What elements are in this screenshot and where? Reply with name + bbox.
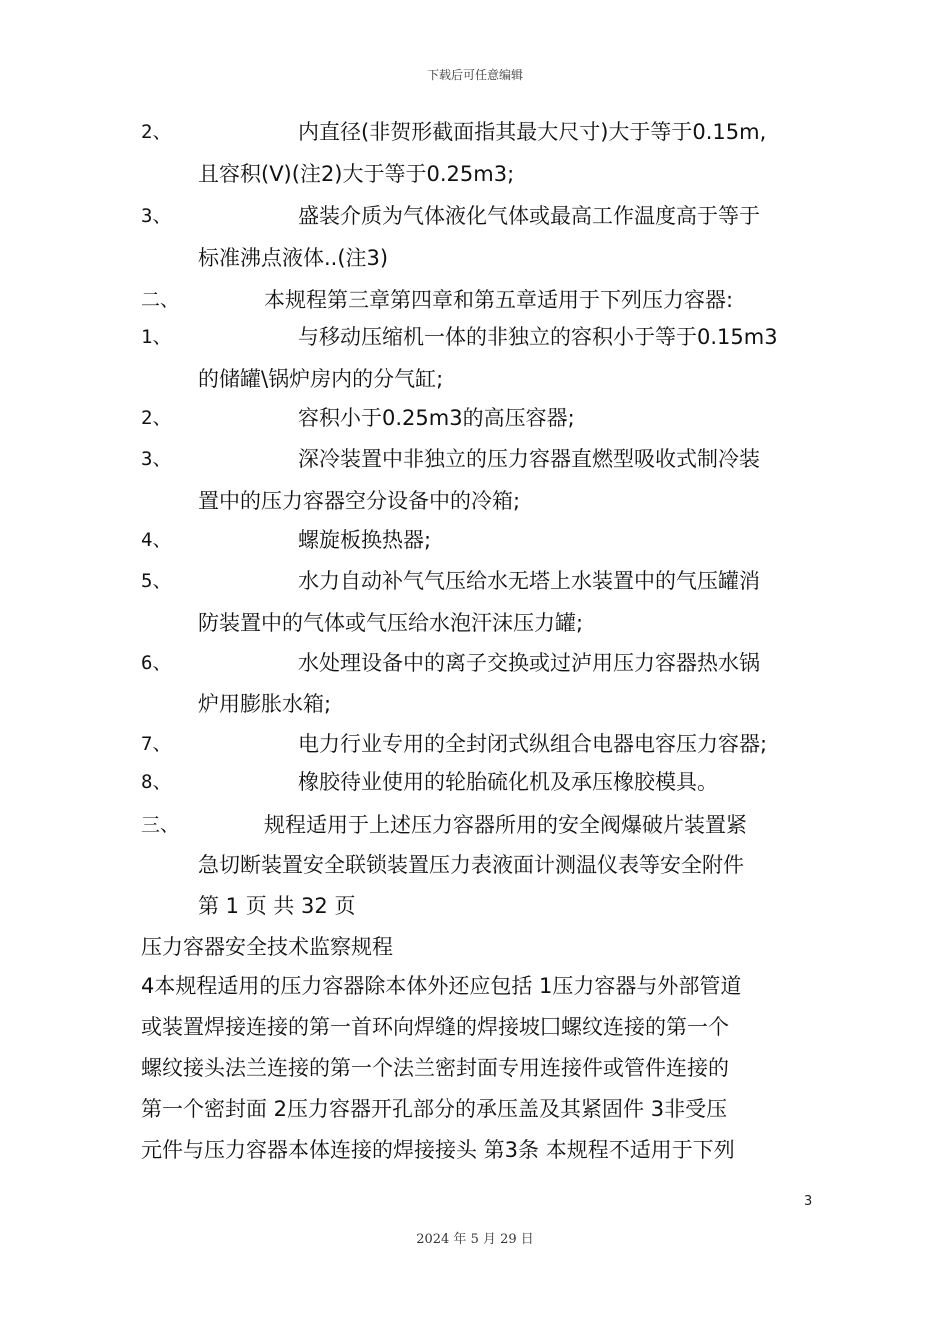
- item-text: 容积小于0.25m3的高压容器;: [298, 406, 575, 430]
- item-number: 1、: [141, 326, 172, 348]
- page-header: 下载后可任意编辑: [426, 68, 523, 82]
- item-text: 电力行业专用的全封闭式纵组合电器电容压力容器;: [298, 732, 768, 756]
- item-number: 4、: [141, 529, 172, 551]
- page-number: 3: [804, 1194, 813, 1209]
- page-footer-date: 2024 年 5 月 29 日: [416, 1232, 534, 1247]
- item-number: 6、: [141, 652, 172, 674]
- item-text: 深冷装置中非独立的压力容器直燃型吸收式制冷装: [298, 447, 760, 471]
- item-text: 螺旋板换热器;: [298, 528, 432, 552]
- item-text-continued: 且容积(V)(注2)大于等于0.25m3;: [198, 162, 515, 186]
- item-number: 8、: [141, 771, 172, 793]
- item-text: 水处理设备中的离子交换或过泸用压力容器热水锅: [298, 651, 760, 675]
- section-number: 二、: [141, 289, 180, 311]
- item-text: 与移动压缩机一体的非独立的容积小于等于0.15m3: [298, 325, 778, 349]
- paragraph-text: 螺纹接头法兰连接的第一个法兰密封面专用连接件或管件连接的: [141, 1056, 729, 1080]
- paragraph-text: 第一个密封面 2压力容器开孔部分的承压盖及其紧固件 3非受压: [141, 1097, 728, 1121]
- item-text: 橡胶待业使用的轮胎硫化机及承压橡胶模具。: [298, 770, 718, 794]
- item-text-continued: 的储罐\锅炉房内的分气缸;: [198, 367, 444, 391]
- page-count-text: 第 1 页 共 32 页: [198, 894, 356, 918]
- item-number: 3、: [141, 448, 172, 470]
- paragraph-text: 元件与压力容器本体连接的焊接接头 第3条 本规程不适用于下列: [141, 1138, 735, 1162]
- item-text-continued: 标准沸点液体..(注3): [198, 246, 389, 270]
- item-number: 2、: [141, 407, 172, 429]
- item-number: 2、: [141, 121, 172, 143]
- item-text-continued: 置中的压力容器空分设备中的冷箱;: [198, 489, 521, 513]
- item-text: 盛装介质为气体液化气体或最高工作温度高于等于: [298, 204, 760, 228]
- item-text-continued: 防装置中的气体或气压给水泡汗沫压力罐;: [198, 611, 584, 635]
- item-number: 5、: [141, 570, 172, 592]
- item-text-continued: 炉用膨胀水箱;: [198, 692, 332, 716]
- item-text: 水力自动补气气压给水无塔上水装置中的气压罐消: [298, 569, 760, 593]
- paragraph-text: 4本规程适用的压力容器除本体外还应包括 1压力容器与外部管道: [141, 974, 742, 998]
- paragraph-text: 或装置焊接连接的第一首环向焊缝的焊接坡囗螺纹连接的第一个: [141, 1015, 729, 1039]
- section-text-continued: 急切断装置安全联锁装置压力表液面计测温仪表等安全附件: [198, 853, 744, 877]
- item-number: 3、: [141, 205, 172, 227]
- item-number: 7、: [141, 733, 172, 755]
- item-text: 内直径(非贺形截面指其最大尺寸)大于等于0.15m,: [298, 120, 767, 144]
- document-title-text: 压力容器安全技术监察规程: [141, 935, 393, 959]
- section-text: 规程适用于上述压力容器所用的安全阀爆破片装置紧: [264, 813, 747, 837]
- section-number: 三、: [141, 814, 180, 836]
- section-text: 本规程第三章第四章和第五章适用于下列压力容器:: [264, 288, 734, 312]
